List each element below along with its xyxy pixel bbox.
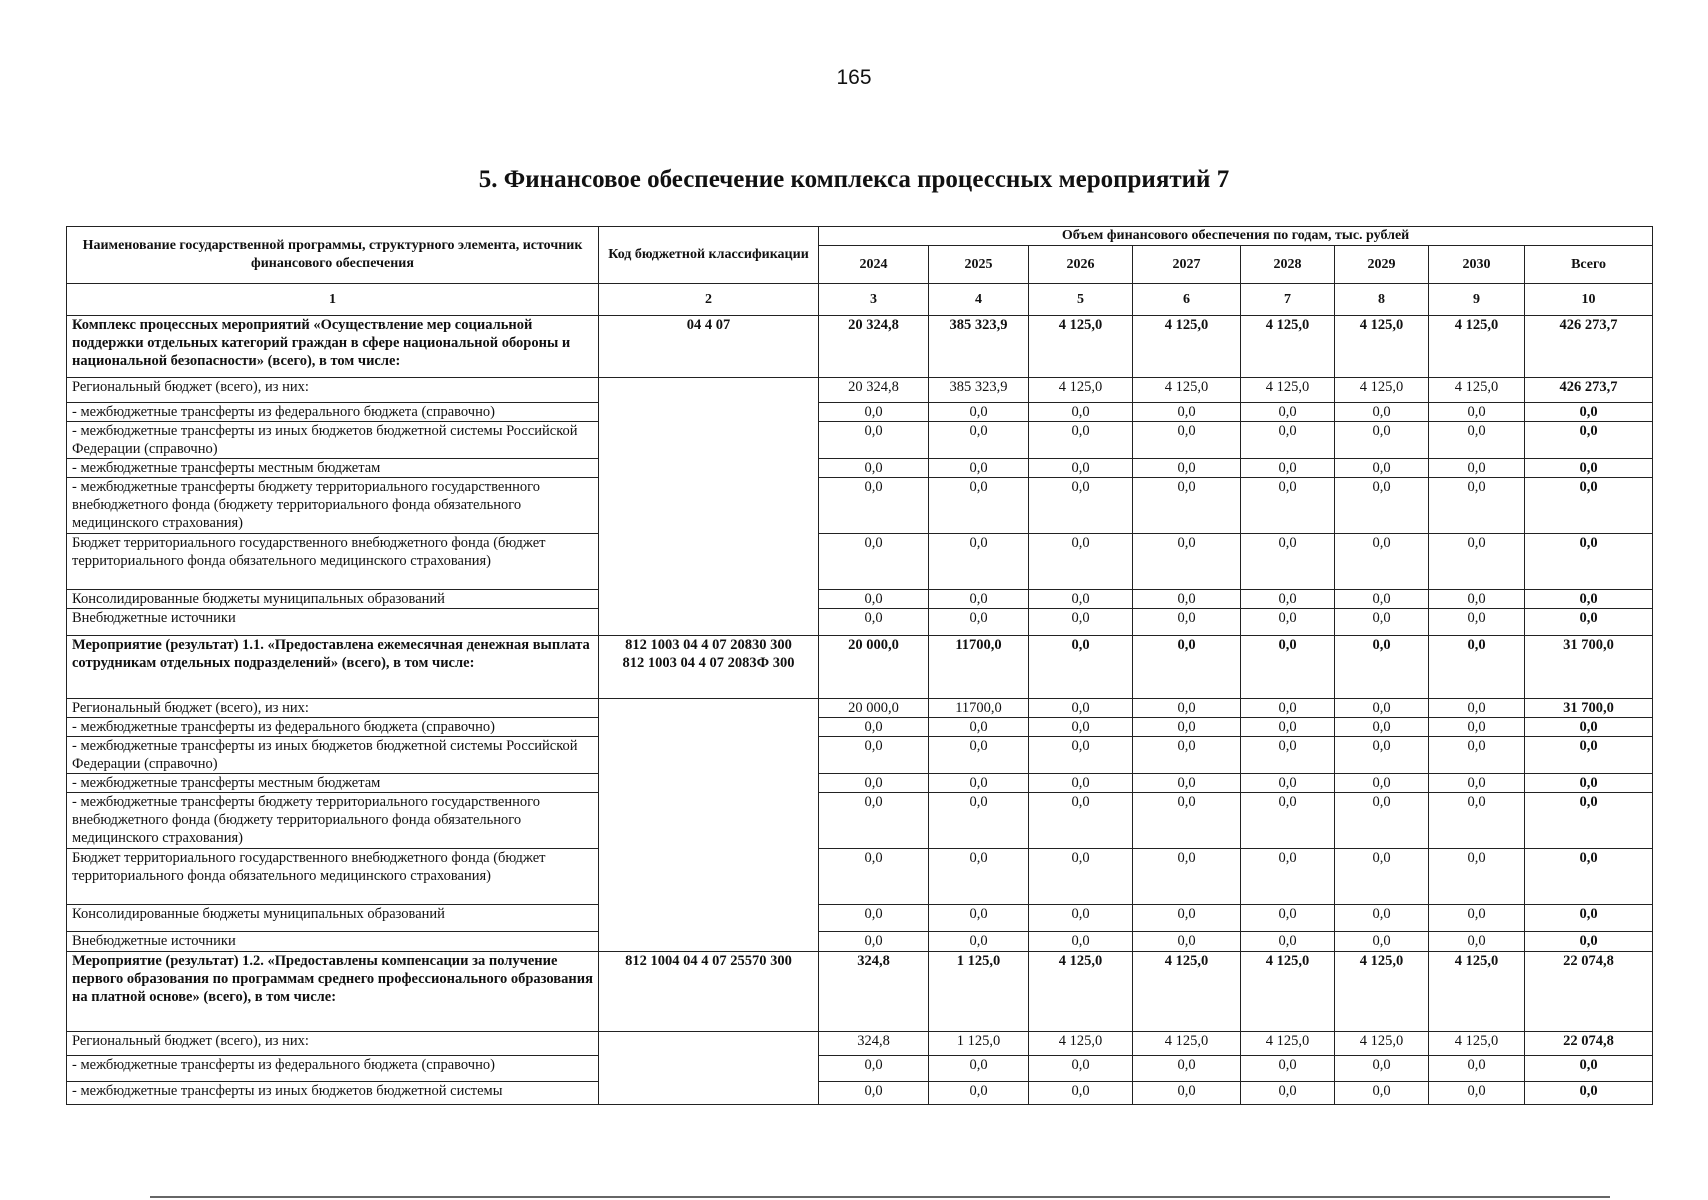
- row-name: Консолидированные бюджеты муниципальных образований: [67, 905, 599, 932]
- row-total: 22 074,8: [1525, 952, 1653, 1032]
- table-body: [67, 316, 1653, 1105]
- year-value: 0,0: [1241, 478, 1335, 534]
- year-value: 0,0: [1241, 774, 1335, 793]
- column-index: 7: [1241, 284, 1335, 316]
- year-value: 0,0: [1029, 1082, 1133, 1105]
- table-row: [67, 590, 1653, 609]
- year-value: 0,0: [1429, 737, 1525, 774]
- year-value: 0,0: [1133, 459, 1241, 478]
- year-value: 0,0: [929, 590, 1029, 609]
- column-index: 3: [819, 284, 929, 316]
- year-value: 0,0: [1335, 403, 1429, 422]
- year-value: 4 125,0: [1335, 378, 1429, 403]
- year-value: 0,0: [1241, 459, 1335, 478]
- year-value: 0,0: [819, 534, 929, 590]
- header-code: Код бюджетной классификации: [599, 227, 819, 284]
- budget-code-empty: [599, 699, 819, 952]
- row-total: 0,0: [1525, 534, 1653, 590]
- column-index: 9: [1429, 284, 1525, 316]
- year-value: 4 125,0: [1029, 952, 1133, 1032]
- table-row: [67, 718, 1653, 737]
- year-value: 4 125,0: [1241, 378, 1335, 403]
- year-value: 0,0: [819, 422, 929, 459]
- row-total: 426 273,7: [1525, 378, 1653, 403]
- year-value: 4 125,0: [1335, 1032, 1429, 1056]
- year-value: 0,0: [1133, 534, 1241, 590]
- year-value: 1 125,0: [929, 1032, 1029, 1056]
- header-year: 2025: [929, 246, 1029, 284]
- year-value: 0,0: [1029, 793, 1133, 849]
- year-value: 4 125,0: [1429, 378, 1525, 403]
- year-value: 11700,0: [929, 636, 1029, 699]
- year-value: 0,0: [1335, 590, 1429, 609]
- year-value: 0,0: [929, 459, 1029, 478]
- row-total: 0,0: [1525, 774, 1653, 793]
- year-value: 0,0: [1133, 793, 1241, 849]
- column-index: 6: [1133, 284, 1241, 316]
- year-value: 0,0: [1133, 718, 1241, 737]
- row-total: 0,0: [1525, 478, 1653, 534]
- row-total: 22 074,8: [1525, 1032, 1653, 1056]
- year-value: 11700,0: [929, 699, 1029, 718]
- year-value: 0,0: [1429, 774, 1525, 793]
- year-value: 0,0: [1029, 905, 1133, 932]
- year-value: 0,0: [929, 793, 1029, 849]
- year-value: 0,0: [1029, 422, 1133, 459]
- year-value: 0,0: [819, 774, 929, 793]
- year-value: 0,0: [819, 718, 929, 737]
- header-volume: Объем финансового обеспечения по годам, тыс. рублей: [819, 227, 1653, 246]
- year-value: 0,0: [819, 932, 929, 952]
- year-value: 0,0: [929, 422, 1029, 459]
- row-total: 0,0: [1525, 737, 1653, 774]
- year-value: 0,0: [1029, 718, 1133, 737]
- column-index: 4: [929, 284, 1029, 316]
- row-name: - межбюджетные трансферты из иных бюджетов бюджетной системы Российской Федерации (справочно): [67, 737, 599, 774]
- row-total: 0,0: [1525, 1056, 1653, 1082]
- year-value: 4 125,0: [1335, 316, 1429, 378]
- year-value: 0,0: [1029, 774, 1133, 793]
- header-year: 2029: [1335, 246, 1429, 284]
- financing-table: [66, 226, 1653, 1105]
- year-value: 0,0: [1429, 403, 1525, 422]
- year-value: 0,0: [1241, 590, 1335, 609]
- year-value: 0,0: [819, 403, 929, 422]
- year-value: 0,0: [1133, 699, 1241, 718]
- table-row-group: [67, 636, 1653, 699]
- table-row: [67, 422, 1653, 459]
- year-value: 0,0: [1029, 403, 1133, 422]
- row-name: - межбюджетные трансферты из иных бюджетов бюджетной системы Российской Федерации (справочно): [67, 422, 599, 459]
- year-value: 324,8: [819, 1032, 929, 1056]
- column-index: 5: [1029, 284, 1133, 316]
- year-value: 1 125,0: [929, 952, 1029, 1032]
- year-value: 0,0: [1335, 905, 1429, 932]
- row-name: - межбюджетные трансферты местным бюджетам: [67, 774, 599, 793]
- year-value: 0,0: [1335, 422, 1429, 459]
- year-value: 324,8: [819, 952, 929, 1032]
- year-value: 0,0: [1429, 636, 1525, 699]
- year-value: 4 125,0: [1133, 1032, 1241, 1056]
- year-value: 0,0: [929, 905, 1029, 932]
- header-year: 2028: [1241, 246, 1335, 284]
- year-value: 0,0: [1429, 699, 1525, 718]
- year-value: 0,0: [819, 1082, 929, 1105]
- table-row: [67, 699, 1653, 718]
- year-value: 0,0: [1241, 534, 1335, 590]
- year-value: 0,0: [1241, 793, 1335, 849]
- budget-code: 812 1004 04 4 07 25570 300: [599, 952, 819, 1032]
- header-year: 2030: [1429, 246, 1525, 284]
- row-name: Региональный бюджет (всего), из них:: [67, 1032, 599, 1056]
- year-value: 0,0: [1029, 534, 1133, 590]
- year-value: 0,0: [819, 849, 929, 905]
- year-value: 0,0: [819, 590, 929, 609]
- row-name: Мероприятие (результат) 1.1. «Предоставлена ежемесячная денежная выплата сотрудникам отдельных подразделений» (всего), в том числе:: [67, 636, 599, 699]
- row-name: Бюджет территориального государственного внебюджетного фонда (бюджет территориального фонда обязательного медицинского страхования): [67, 534, 599, 590]
- year-value: 0,0: [1241, 403, 1335, 422]
- year-value: 0,0: [1429, 1056, 1525, 1082]
- year-value: 0,0: [1133, 636, 1241, 699]
- column-index: 10: [1525, 284, 1653, 316]
- year-value: 0,0: [1133, 422, 1241, 459]
- table-row: [67, 478, 1653, 534]
- row-name: Консолидированные бюджеты муниципальных образований: [67, 590, 599, 609]
- header-year: 2027: [1133, 246, 1241, 284]
- row-name: Мероприятие (результат) 1.2. «Предоставлены компенсации за получение первого образования по программам среднего профессионального образования на платной основе» (всего), в том числе:: [67, 952, 599, 1032]
- row-name: Региональный бюджет (всего), из них:: [67, 378, 599, 403]
- table-row: [67, 403, 1653, 422]
- table-row-group: [67, 952, 1653, 1032]
- year-value: 0,0: [929, 609, 1029, 636]
- year-value: 0,0: [1133, 403, 1241, 422]
- year-value: 0,0: [819, 737, 929, 774]
- year-value: 0,0: [929, 849, 1029, 905]
- year-value: 0,0: [1241, 422, 1335, 459]
- table-row: [67, 459, 1653, 478]
- year-value: 0,0: [1335, 1082, 1429, 1105]
- year-value: 0,0: [1335, 737, 1429, 774]
- year-value: 0,0: [1335, 609, 1429, 636]
- row-total: 0,0: [1525, 590, 1653, 609]
- year-value: 0,0: [1241, 1056, 1335, 1082]
- year-value: 0,0: [1429, 534, 1525, 590]
- row-name: Бюджет территориального государственного внебюджетного фонда (бюджет территориального фонда обязательного медицинского страхования): [67, 849, 599, 905]
- year-value: 0,0: [929, 932, 1029, 952]
- year-value: 0,0: [1133, 849, 1241, 905]
- year-value: 0,0: [1133, 737, 1241, 774]
- year-value: 0,0: [1029, 609, 1133, 636]
- row-total: 0,0: [1525, 849, 1653, 905]
- year-value: 0,0: [1241, 718, 1335, 737]
- year-value: 0,0: [819, 459, 929, 478]
- row-total: 0,0: [1525, 609, 1653, 636]
- year-value: 0,0: [1335, 849, 1429, 905]
- year-value: 0,0: [1029, 737, 1133, 774]
- row-name: Внебюджетные источники: [67, 609, 599, 636]
- year-value: 0,0: [929, 718, 1029, 737]
- year-value: 0,0: [929, 534, 1029, 590]
- year-value: 0,0: [1029, 636, 1133, 699]
- year-value: 0,0: [819, 609, 929, 636]
- row-total: 0,0: [1525, 459, 1653, 478]
- table-row: [67, 609, 1653, 636]
- year-value: 20 324,8: [819, 316, 929, 378]
- year-value: 0,0: [1133, 905, 1241, 932]
- year-value: 4 125,0: [1029, 316, 1133, 378]
- year-value: 0,0: [1429, 478, 1525, 534]
- table-row-group: [67, 316, 1653, 378]
- row-name: - межбюджетные трансферты из федерального бюджета (справочно): [67, 718, 599, 737]
- year-value: 0,0: [1029, 699, 1133, 718]
- row-name: - межбюджетные трансферты бюджету территориального государственного внебюджетного фонда (бюджету территориального фонда обязательного медицинского страхования): [67, 793, 599, 849]
- row-total: 0,0: [1525, 905, 1653, 932]
- budget-code: 812 1003 04 4 07 20830 300 812 1003 04 4 07 2083Ф 300: [599, 636, 819, 699]
- year-value: 0,0: [819, 478, 929, 534]
- year-value: 20 000,0: [819, 636, 929, 699]
- year-value: 0,0: [1241, 699, 1335, 718]
- year-value: 0,0: [1335, 636, 1429, 699]
- year-value: 4 125,0: [1429, 952, 1525, 1032]
- column-index: 1: [67, 284, 599, 316]
- year-value: 0,0: [1429, 422, 1525, 459]
- year-value: 0,0: [929, 403, 1029, 422]
- year-value: 4 125,0: [1133, 952, 1241, 1032]
- year-value: 0,0: [1429, 459, 1525, 478]
- year-value: 0,0: [1029, 849, 1133, 905]
- year-value: 0,0: [929, 774, 1029, 793]
- row-total: 0,0: [1525, 718, 1653, 737]
- year-value: 0,0: [929, 1082, 1029, 1105]
- table-row: [67, 793, 1653, 849]
- header-year: 2024: [819, 246, 929, 284]
- year-value: 0,0: [1335, 774, 1429, 793]
- year-value: 0,0: [1241, 932, 1335, 952]
- table-row: [67, 1082, 1653, 1105]
- budget-code: 04 4 07: [599, 316, 819, 378]
- year-value: 0,0: [929, 478, 1029, 534]
- table-row: [67, 737, 1653, 774]
- year-value: 385 323,9: [929, 316, 1029, 378]
- table-row: [67, 1032, 1653, 1056]
- year-value: 0,0: [1429, 1082, 1525, 1105]
- row-name: - межбюджетные трансферты из федерального бюджета (справочно): [67, 1056, 599, 1082]
- budget-code-empty: [599, 378, 819, 636]
- year-value: 0,0: [929, 1056, 1029, 1082]
- year-value: 0,0: [1429, 718, 1525, 737]
- year-value: 0,0: [819, 905, 929, 932]
- table-row: [67, 534, 1653, 590]
- row-name: - межбюджетные трансферты местным бюджетам: [67, 459, 599, 478]
- year-value: 0,0: [1335, 478, 1429, 534]
- year-value: 0,0: [1429, 849, 1525, 905]
- year-value: 0,0: [1241, 737, 1335, 774]
- year-value: 4 125,0: [1029, 1032, 1133, 1056]
- year-value: 0,0: [1133, 932, 1241, 952]
- year-value: 0,0: [1429, 932, 1525, 952]
- year-value: 20 324,8: [819, 378, 929, 403]
- year-value: 0,0: [1335, 718, 1429, 737]
- year-value: 0,0: [819, 793, 929, 849]
- row-name: - межбюджетные трансферты из федерального бюджета (справочно): [67, 403, 599, 422]
- year-value: 0,0: [1241, 905, 1335, 932]
- year-value: 4 125,0: [1241, 952, 1335, 1032]
- year-value: 0,0: [1133, 609, 1241, 636]
- year-value: 0,0: [1241, 849, 1335, 905]
- year-value: 0,0: [1133, 478, 1241, 534]
- table-row: [67, 932, 1653, 952]
- year-value: 0,0: [1241, 1082, 1335, 1105]
- year-value: 4 125,0: [1029, 378, 1133, 403]
- year-value: 0,0: [1335, 459, 1429, 478]
- header-year: 2026: [1029, 246, 1133, 284]
- document-title: 5. Финансовое обеспечение комплекса процессных мероприятий 7: [478, 166, 1230, 193]
- year-value: 4 125,0: [1241, 316, 1335, 378]
- year-value: 0,0: [1029, 478, 1133, 534]
- year-value: 20 000,0: [819, 699, 929, 718]
- year-value: 0,0: [1335, 534, 1429, 590]
- year-value: 4 125,0: [1335, 952, 1429, 1032]
- year-value: 0,0: [1133, 1056, 1241, 1082]
- row-total: 31 700,0: [1525, 636, 1653, 699]
- row-total: 0,0: [1525, 932, 1653, 952]
- column-index: 2: [599, 284, 819, 316]
- year-value: 0,0: [1335, 699, 1429, 718]
- year-value: 0,0: [1241, 609, 1335, 636]
- row-name: Региональный бюджет (всего), из них:: [67, 699, 599, 718]
- header-total: Всего: [1525, 246, 1653, 284]
- year-value: 0,0: [1429, 793, 1525, 849]
- page-number: 165: [836, 66, 872, 89]
- row-total: 426 273,7: [1525, 316, 1653, 378]
- row-name: Внебюджетные источники: [67, 932, 599, 952]
- year-value: 0,0: [1029, 932, 1133, 952]
- row-name: - межбюджетные трансферты из иных бюджетов бюджетной системы: [67, 1082, 599, 1105]
- year-value: 4 125,0: [1429, 1032, 1525, 1056]
- row-total: 0,0: [1525, 403, 1653, 422]
- year-value: 4 125,0: [1133, 316, 1241, 378]
- table-row: [67, 378, 1653, 403]
- budget-code-empty: [599, 1032, 819, 1105]
- year-value: 0,0: [929, 737, 1029, 774]
- year-value: 0,0: [1133, 1082, 1241, 1105]
- row-total: 0,0: [1525, 422, 1653, 459]
- year-value: 385 323,9: [929, 378, 1029, 403]
- row-name: - межбюджетные трансферты бюджету территориального государственного внебюджетного фонда (бюджету территориального фонда обязательного медицинского страхования): [67, 478, 599, 534]
- year-value: 0,0: [1029, 590, 1133, 609]
- row-total: 0,0: [1525, 793, 1653, 849]
- header-name: Наименование государственной программы, структурного элемента, источник финансового обеспечения: [67, 227, 599, 284]
- column-index: 8: [1335, 284, 1429, 316]
- year-value: 0,0: [1429, 590, 1525, 609]
- year-value: 0,0: [1029, 459, 1133, 478]
- table-row: [67, 905, 1653, 932]
- year-value: 0,0: [1335, 1056, 1429, 1082]
- table-row: [67, 1056, 1653, 1082]
- year-value: 0,0: [1335, 793, 1429, 849]
- year-value: 0,0: [819, 1056, 929, 1082]
- year-value: 0,0: [1241, 636, 1335, 699]
- year-value: 0,0: [1429, 905, 1525, 932]
- table-row: [67, 849, 1653, 905]
- year-value: 4 125,0: [1429, 316, 1525, 378]
- year-value: 4 125,0: [1241, 1032, 1335, 1056]
- year-value: 0,0: [1429, 609, 1525, 636]
- year-value: 4 125,0: [1133, 378, 1241, 403]
- year-value: 0,0: [1133, 774, 1241, 793]
- table-row: [67, 774, 1653, 793]
- row-total: 31 700,0: [1525, 699, 1653, 718]
- row-total: 0,0: [1525, 1082, 1653, 1105]
- year-value: 0,0: [1133, 590, 1241, 609]
- year-value: 0,0: [1335, 932, 1429, 952]
- page-bottom-rule: [150, 1196, 1610, 1200]
- year-value: 0,0: [1029, 1056, 1133, 1082]
- row-name: Комплекс процессных мероприятий «Осуществление мер социальной поддержки отдельных категорий граждан в сфере национальной обороны и национальной безопасности» (всего), в том числе:: [67, 316, 599, 378]
